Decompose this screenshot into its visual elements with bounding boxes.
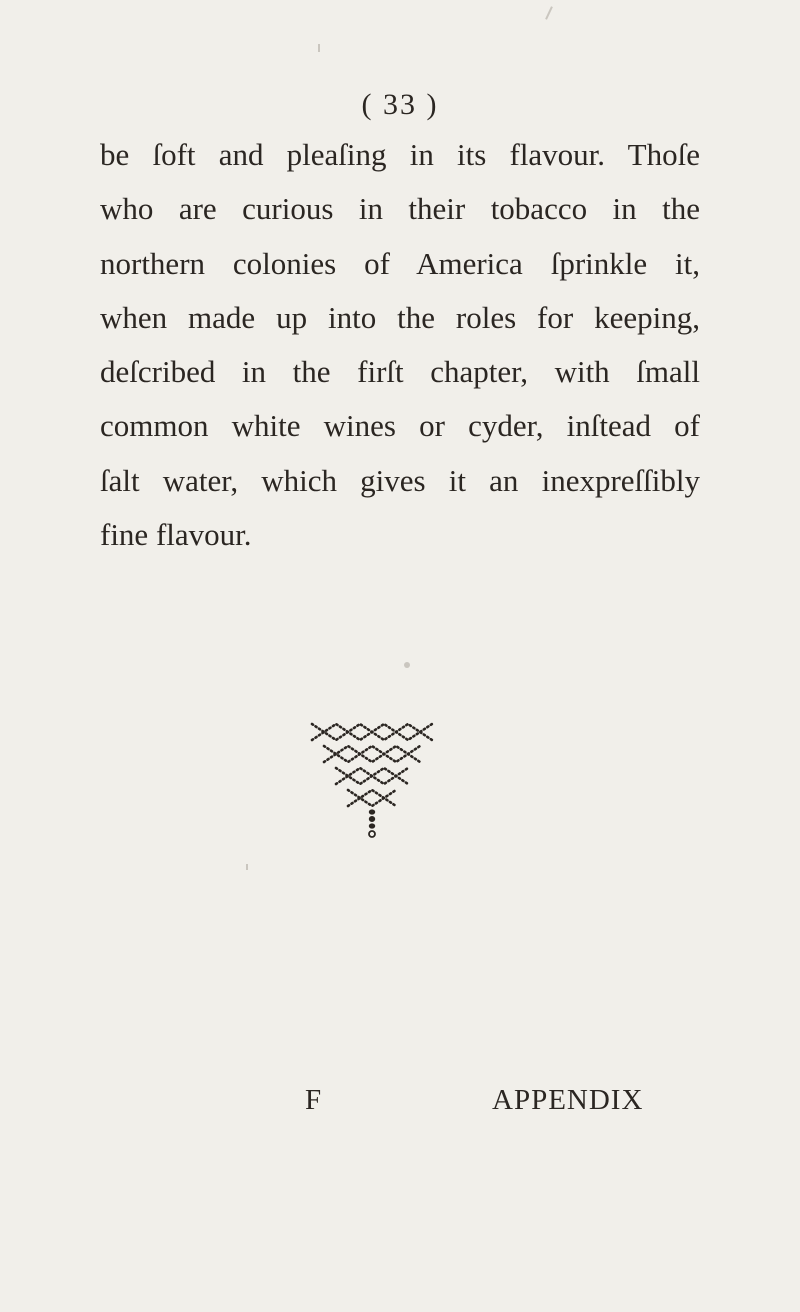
text-line: deſcribed in the firſt chapter, with ſmall [100,354,700,390]
signature-mark: F [305,1084,322,1116]
text-line: when made up into the roles for keeping, [100,299,700,335]
text-line: ſalt water, which gives it an inexpreſſibly [100,462,700,498]
catchword: APPENDIX [492,1084,644,1116]
text-line: fine flavour. [100,517,252,553]
text-line: common white wines or cyder, inſtead of [100,408,700,444]
page-footer [0,1080,800,1120]
paper-speck [545,6,553,20]
page-number: ( 33 ) [361,88,439,121]
paper-speck [404,662,410,668]
text-line: northern colonies of America ſprinkle it, [100,245,700,281]
paper-speck [246,864,248,870]
text-line: who are curious in their tobacco in the [100,191,700,227]
tailpiece-ornament-icon [300,700,440,840]
paper-speck [318,44,320,52]
body-text [100,128,700,562]
text-line: be ſoft and pleaſing in its flavour. Thoſe [100,137,700,172]
